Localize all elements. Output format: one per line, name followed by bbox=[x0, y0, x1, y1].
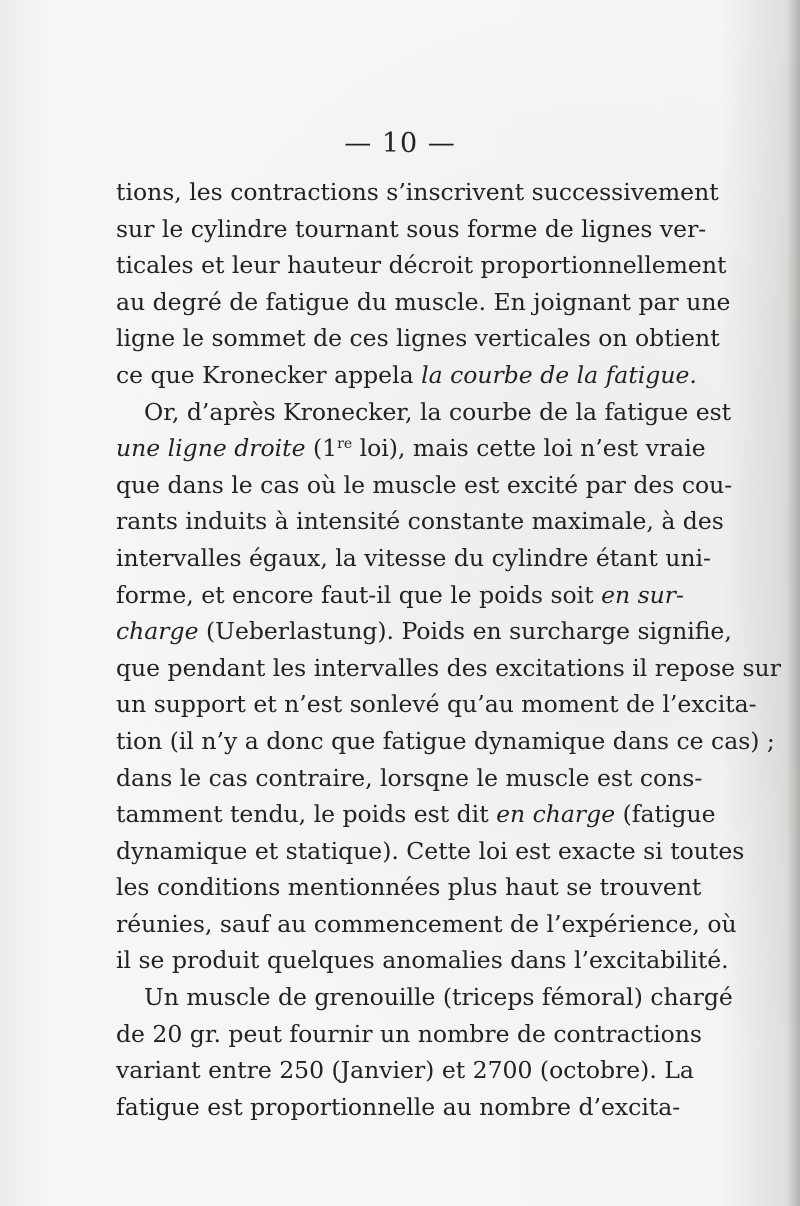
text-line bbox=[116, 320, 720, 357]
text-segment: tamment tendu, le poids est dit bbox=[116, 800, 497, 829]
text-line bbox=[116, 467, 733, 504]
text-segment: Or, d’après Kronecker, la courbe de la fatigue est bbox=[144, 397, 732, 426]
text-segment: intervalles égaux, la vitesse du cylindre étant uni- bbox=[116, 543, 711, 572]
text-line bbox=[116, 686, 757, 723]
text-line bbox=[116, 1016, 702, 1053]
text-segment: Un muscle de grenouille (triceps fémoral) chargé bbox=[144, 983, 733, 1012]
text-line bbox=[116, 1052, 694, 1089]
text-line bbox=[116, 540, 711, 577]
text-line bbox=[116, 723, 775, 760]
text-segment: que dans le cas où le muscle est excité par des cou- bbox=[116, 470, 733, 499]
text-segment: (Ueberlastung). Poids en surcharge signifie, bbox=[198, 617, 732, 646]
text-segment: de 20 gr. peut fournir un nombre de contractions bbox=[116, 1019, 702, 1048]
text-segment: que pendant les intervalles des excitations il repose sur bbox=[116, 653, 781, 682]
text-segment: au degré de fatigue du muscle. En joignant par une bbox=[116, 287, 731, 316]
text-segment: forme, et encore faut-il que le poids soit bbox=[116, 580, 602, 609]
text-line bbox=[116, 796, 716, 833]
text-segment: (1 bbox=[305, 434, 338, 463]
text-segment: réunies, sauf au commencement de l’expérience, où bbox=[116, 909, 737, 938]
text-segment: tions, les contractions s’inscrivent successivement bbox=[116, 178, 719, 206]
text-segment: un support et n’est sonlevé qu’au moment de l’excita- bbox=[116, 690, 757, 719]
text-line bbox=[116, 577, 684, 614]
text-line bbox=[116, 394, 732, 431]
italic-text: charge bbox=[116, 617, 199, 646]
text-line bbox=[116, 430, 706, 467]
text-line bbox=[116, 979, 733, 1016]
text-line bbox=[116, 613, 732, 650]
text-line bbox=[116, 211, 707, 248]
text-segment: dynamique et statique). Cette loi est exacte si toutes bbox=[116, 836, 745, 865]
text-line bbox=[116, 869, 702, 906]
text-segment: sur le cylindre tournant sous forme de lignes ver- bbox=[116, 214, 707, 243]
body-text bbox=[116, 174, 781, 1125]
text-segment: les conditions mentionnées plus haut se trouvent bbox=[116, 873, 702, 902]
text-line bbox=[116, 942, 729, 979]
text-segment: tion (il n’y a donc que fatigue dynamique dans ce cas) ; bbox=[116, 726, 775, 755]
italic-text: en sur- bbox=[601, 580, 684, 609]
text-segment: ligne le sommet de ces lignes verticales on obtient bbox=[116, 324, 720, 353]
text-line bbox=[116, 906, 737, 943]
italic-text: la courbe de la fatigue. bbox=[421, 360, 697, 389]
text-segment: fatigue est proportionnelle au nombre d’excita- bbox=[116, 1092, 681, 1121]
page-edge-shadow bbox=[786, 0, 800, 1206]
text-line bbox=[116, 174, 719, 211]
italic-text: en charge bbox=[496, 800, 616, 829]
text-segment: ticales et leur hauteur décroit proportionnellement bbox=[116, 251, 727, 280]
text-line bbox=[116, 760, 703, 797]
text-segment: dans le cas contraire, lorsqne le muscle est cons- bbox=[116, 763, 703, 792]
text-segment: rants induits à intensité constante maximale, à des bbox=[116, 507, 724, 536]
text-segment: ce que Kronecker appela bbox=[116, 360, 422, 389]
text-segment: il se produit quelques anomalies dans l’excitabilité. bbox=[116, 946, 729, 975]
text-line bbox=[116, 247, 727, 284]
text-line bbox=[116, 284, 731, 321]
text-line bbox=[116, 357, 697, 394]
superscript: re bbox=[337, 436, 353, 453]
text-segment: (fatigue bbox=[615, 800, 716, 829]
text-line bbox=[116, 833, 745, 870]
text-line bbox=[116, 650, 781, 687]
text-segment: variant entre 250 (Janvier) et 2700 (octobre). La bbox=[116, 1056, 694, 1085]
text-line bbox=[116, 1089, 681, 1126]
italic-text: une ligne droite bbox=[116, 434, 306, 463]
text-line bbox=[116, 503, 724, 540]
page-number: — 10 — bbox=[344, 128, 456, 159]
text-segment: loi), mais cette loi n’est vraie bbox=[352, 434, 706, 463]
